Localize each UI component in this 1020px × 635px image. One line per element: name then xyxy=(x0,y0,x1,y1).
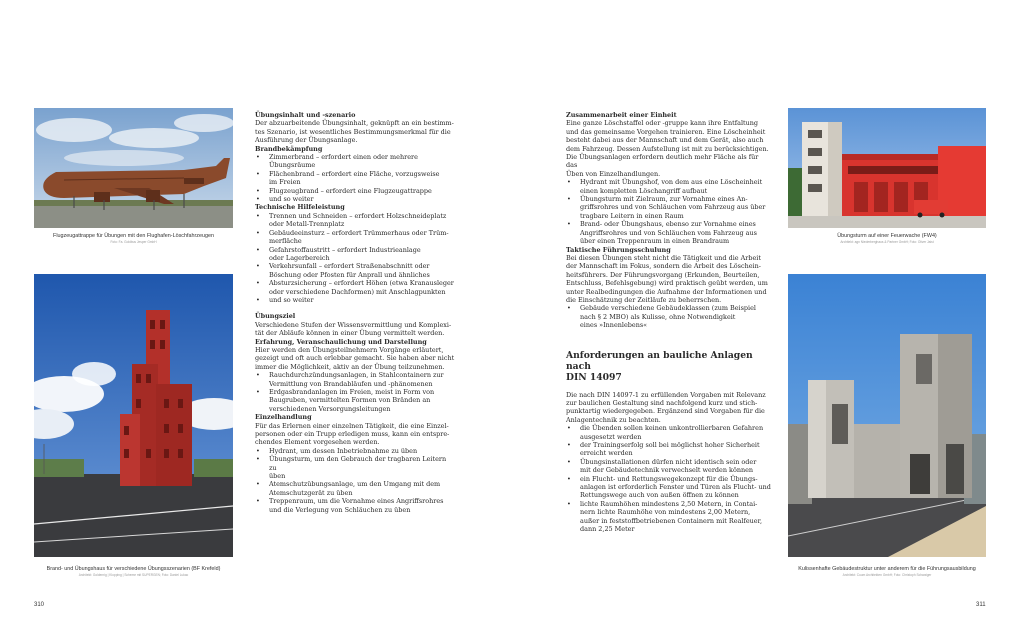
paragraph-uebungsziel xyxy=(255,321,455,338)
line: • Trennen und Schneiden – erfordert Holzschneideplatz xyxy=(269,211,447,220)
line: die Einschätzung der Zeitläufe zu beherrschen. xyxy=(566,295,722,304)
list-brandbekaempfung xyxy=(255,153,455,203)
line: Die nach DIN 14097-1 zu erfüllenden Vorgaben mit Relevanz xyxy=(566,390,766,399)
list-item xyxy=(255,212,455,229)
line: Eine ganze Löschstaffel oder -gruppe kann ihre Entfaltung xyxy=(566,119,759,128)
list-item xyxy=(255,195,455,203)
paragraph-zusammenarbeit xyxy=(566,119,771,178)
line: der Mannschaft im Fokus, sondern die Arbeit des Löschein- xyxy=(566,262,761,271)
line: Entschluss, Befehlsgebung) wird praktisch geübt werden, um xyxy=(566,279,768,288)
line: unter Realbedingungen die Aufnahme der Informationen und xyxy=(566,287,767,296)
line: Baugruben, vermittelten Formen von Bränden an xyxy=(269,396,431,405)
list-item xyxy=(255,262,455,279)
page-number-right: 311 xyxy=(976,602,986,608)
heading-erfahrung: Erfahrung, Veranschaulichung und Darstellung xyxy=(255,337,427,346)
line: Hier werden den Übungsteilnehmern Vorgänge erläutert, xyxy=(255,345,444,354)
page-number-left: 310 xyxy=(34,602,45,608)
list-item xyxy=(255,170,455,187)
line: Atemschutzgerät zu üben xyxy=(269,488,353,497)
photo-red-training-tower xyxy=(34,274,233,557)
text-column-left xyxy=(255,111,455,514)
line: • der Trainingserfolg soll bei möglichst hoher Sicherheit xyxy=(580,441,760,449)
line: dem Fahrzeug. Dessen Aufstellung ist mit zu berücksichtigen. xyxy=(566,144,769,153)
heading-uebungsinhalt: Übungsinhalt und -szenario xyxy=(255,111,356,119)
line: • und so weiter xyxy=(269,295,314,304)
caption-fire-station xyxy=(774,233,1000,245)
line: verschiedenen Versorgungsleitungen xyxy=(269,404,391,413)
paragraph-erfahrung xyxy=(255,346,455,371)
list-item xyxy=(255,153,455,170)
photo-fire-station-tower xyxy=(788,108,986,228)
line: Die Übungsanlagen erfordern deutlich mehr Fläche als für das xyxy=(566,153,759,170)
list-item xyxy=(255,447,455,455)
line: tes Szenario, ist wesentliches Bestimmungsmerkmal für die xyxy=(255,127,451,136)
line: üben xyxy=(269,472,286,481)
line: griffsrohres und von Schläuchen vom Fahrzeug aus über xyxy=(580,203,766,212)
heading-taktische-fuehrungsschulung: Taktische Führungsschulung xyxy=(566,245,671,254)
line: oder verschiedene Dachformen) mit Anschlagpunkten xyxy=(269,287,446,296)
line: • die Übenden sollen keinen unkontrollierbaren Gefahren xyxy=(580,424,764,433)
line: nach § 2 MBO) als Kulisse, ohne Notwendigkeit xyxy=(580,312,736,321)
line: erreicht werden xyxy=(580,449,633,458)
caption-fire-station-text: Übungsturm auf einer Feuerwache (FW4) xyxy=(837,233,937,239)
list-taktik xyxy=(566,304,771,329)
list-item xyxy=(566,441,771,458)
line: DIN 14097 xyxy=(566,371,622,383)
photo-airplane-mockup xyxy=(34,108,233,228)
caption-airplane xyxy=(20,233,247,245)
list-item xyxy=(255,187,455,195)
line: • Absturzsicherung – erfordert Höhen (etwa Kranausleger xyxy=(269,279,454,288)
line: chendes Element vorgesehen werden. xyxy=(255,438,380,447)
list-item xyxy=(255,296,455,304)
line: • Gebäudeeinsturz – erfordert Trümmerhaus oder Trüm- xyxy=(269,228,449,237)
line: • Flächenbrand – erfordert eine Fläche, vorzugsweise xyxy=(269,169,440,178)
line: Verschiedene Stufen der Wissensvermittlung und Komplexi- xyxy=(255,320,452,329)
line: • Hydrant mit Übungshof, von dem aus eine Löscheinheit xyxy=(580,178,763,187)
list-item xyxy=(566,220,771,245)
line: außer in feststoffbetriebenen Containern mit Realfeuer, xyxy=(580,516,763,525)
list-item xyxy=(255,279,455,296)
line: eines »Innenlebens« xyxy=(580,321,648,330)
line: Vermittlung von Brandabläufen und -phänomenen xyxy=(269,379,433,388)
heading-uebungsziel: Übungsziel xyxy=(255,312,296,321)
line: • Übungsturm mit Zielraum, zur Vornahme eines An- xyxy=(580,195,748,204)
line: Bei diesen Übungen steht nicht die Tätigkeit und die Arbeit xyxy=(566,253,761,262)
line: merfläche xyxy=(269,237,302,246)
list-item xyxy=(566,475,771,500)
line: • Hydrant, um dessen Inbetriebnahme zu üben xyxy=(269,446,418,455)
line: gezeigt und oft auch erlebbar gemacht. Sie haben aber nicht xyxy=(255,354,455,363)
paragraph-einzelhandlung xyxy=(255,422,455,447)
line: im Freien xyxy=(269,178,301,187)
caption-airplane-credit: Foto: Fa. Goldbus Jesper GmbH xyxy=(110,240,157,244)
caption-airplane-text: Flugzeugattrappe für Übungen mit den Flughafen-Löschfahrzeugen xyxy=(53,233,214,239)
list-item xyxy=(566,500,771,534)
heading-technische-hilfeleistung: Technische Hilfeleistung xyxy=(255,203,345,212)
line: • Erdgasbrandanlagen im Freien, meist in Form von xyxy=(269,388,435,396)
line: oder Lagerbereich xyxy=(269,253,330,262)
line: • Gebäude verschiedene Gebäudeklassen (zum Beispiel xyxy=(580,304,756,313)
line: über einen Treppenraum in einen Brandraum xyxy=(580,237,730,246)
heading-einzelhandlung: Einzelhandlung xyxy=(255,413,312,422)
line: Übungsräume xyxy=(269,161,316,170)
list-item xyxy=(255,229,455,246)
line: • ein Flucht- und Rettungswegekonzept für die Übungs- xyxy=(580,474,758,483)
line: nern lichte Raumhöhe von mindestens 2,00 Metern, xyxy=(580,508,751,517)
line: Böschung oder Pfosten für Anprall und ähnliches xyxy=(269,270,430,279)
heading-brandbekaempfung: Brandbekämpfung xyxy=(255,144,323,153)
line: anlagen ist erforderlich Fenster und Türen als Flucht- und xyxy=(580,483,771,492)
line: Rettungswege auch von außen öffnen zu können xyxy=(580,491,739,500)
list-item xyxy=(255,455,455,480)
line: besteht dabei aus der Mannschaft und dem Gerät, also auch xyxy=(566,136,764,145)
line: Für das Erlernen einer einzelnen Tätigkeit, die eine Einzel- xyxy=(255,421,449,430)
list-item xyxy=(255,388,455,413)
list-item xyxy=(566,178,771,195)
line: • Treppenraum, um die Vornahme eines Angriffsrohres xyxy=(269,497,444,506)
line: oder Metall-Trennplatz xyxy=(269,220,345,229)
list-item xyxy=(255,480,455,497)
line: heitsführers. Der Führungsvorgang (Erkunden, Beurteilen, xyxy=(566,270,760,279)
line: • Zimmerbrand – erfordert einen oder mehrere xyxy=(269,153,418,162)
list-item xyxy=(255,246,455,263)
line: zur baulichen Gestaltung sind nachfolgend kurz und stich- xyxy=(566,398,758,407)
line: immer die Möglichkeit, aktiv an der Übung teilzunehmen. xyxy=(255,362,445,371)
line: personen oder ein Trupp erledigen muss, kann ein entspre- xyxy=(255,430,450,439)
caption-red-tower-credit: Architekt: Goldenrig | Klopping | Scheme mit SUPERGEN; Foto: Daniel Lukac xyxy=(78,573,189,577)
line: tragbare Leitern in einen Raum xyxy=(580,211,684,220)
list-technische-hilfeleistung xyxy=(255,212,455,304)
heading-zusammenarbeit: Zusammenarbeit einer Einheit xyxy=(566,111,677,119)
line: • Übungsturm, um den Gebrauch der tragbaren Leitern zu xyxy=(269,455,447,472)
text-column-right xyxy=(566,111,771,533)
list-item xyxy=(566,458,771,475)
line: • Atemschutzübungsanlage, um den Umgang mit dem xyxy=(269,480,441,489)
line: einen kompletten Löschangriff aufbaut xyxy=(580,186,708,195)
line: • Übungsinstallationen dürfen nicht identisch sein oder xyxy=(580,457,757,466)
list-item xyxy=(566,195,771,220)
line: Üben von Einzelhandlungen. xyxy=(566,169,661,178)
line: mit der Gebäudetechnik verwechselt werden können xyxy=(580,466,754,475)
list-anforderungen xyxy=(566,424,771,533)
line: Anforderungen an bauliche Anlagen nach xyxy=(566,349,753,372)
paragraph-taktik xyxy=(566,254,771,304)
caption-fire-station-credit: Architekt: agn Niederberghaus & Partner GmbH; Foto: Oliver Jaist xyxy=(840,240,934,244)
list-item xyxy=(566,424,771,441)
caption-red-tower xyxy=(20,566,247,578)
line: • Brand- oder Übungshaus, ebenso zur Vornahme eines xyxy=(580,220,756,229)
line: und das gemeinsame Vorgehen trainieren. Eine Löscheinheit xyxy=(566,127,766,136)
line: tät der Abläufe können in einer Übung vermittelt werden. xyxy=(255,329,445,338)
line: Ausführung der Übungsanlage. xyxy=(255,136,358,145)
caption-red-tower-text: Brand- und Übungshaus für verschiedene Übungsszenarien (BF Krefeld) xyxy=(46,566,221,572)
list-erfahrung xyxy=(255,371,455,413)
line: • Verkehrsunfall – erfordert Straßenabschnitt oder xyxy=(269,262,430,271)
photo-concrete-structure xyxy=(788,274,986,557)
list-zusammenarbeit xyxy=(566,178,771,245)
caption-concrete-structure xyxy=(774,566,1000,578)
caption-concrete-structure-text: Kulissenhafte Gebäudestruktur unter anderem für die Führungsausbildung xyxy=(798,566,976,572)
line: • Flugzeugbrand – erfordert eine Flugzeugattrappe xyxy=(269,186,432,195)
line: Der abzuarbeitende Übungsinhalt, geknüpft an ein bestimm- xyxy=(255,119,454,128)
paragraph-uebungsinhalt xyxy=(255,119,455,144)
line: Angriffsrohres und von Schläuchen vom Fahrzeug aus xyxy=(580,228,757,237)
line: und die Verlegung von Schläuchen zu üben xyxy=(269,505,411,514)
line: dann 2,25 Meter xyxy=(580,525,635,534)
line: Anlagentechnik zu beachten. xyxy=(566,415,661,424)
line: punktartig wiedergegeben. Ergänzend sind Vorgaben für die xyxy=(566,407,765,416)
line: • und so weiter xyxy=(269,195,314,204)
line: • Rauchdurchzündungsanlagen, in Stahlcontainern zur xyxy=(269,371,444,380)
heading-anforderungen xyxy=(566,350,771,383)
list-item xyxy=(566,304,771,329)
paragraph-anforderungen xyxy=(566,391,771,425)
line: • lichte Raumhöhen mindestens 2,50 Metern, in Contai- xyxy=(580,499,758,508)
list-einzelhandlung xyxy=(255,447,455,514)
caption-concrete-structure-credit: Architekt: Cuum Architekten GmbH; Foto: Christoph Schwaiger xyxy=(842,573,932,577)
list-item xyxy=(255,371,455,388)
list-item xyxy=(255,497,455,514)
line: • Gefahrstoffaustritt – erfordert Industrieanlage xyxy=(269,245,421,254)
line: ausgesetzt werden xyxy=(580,432,642,441)
